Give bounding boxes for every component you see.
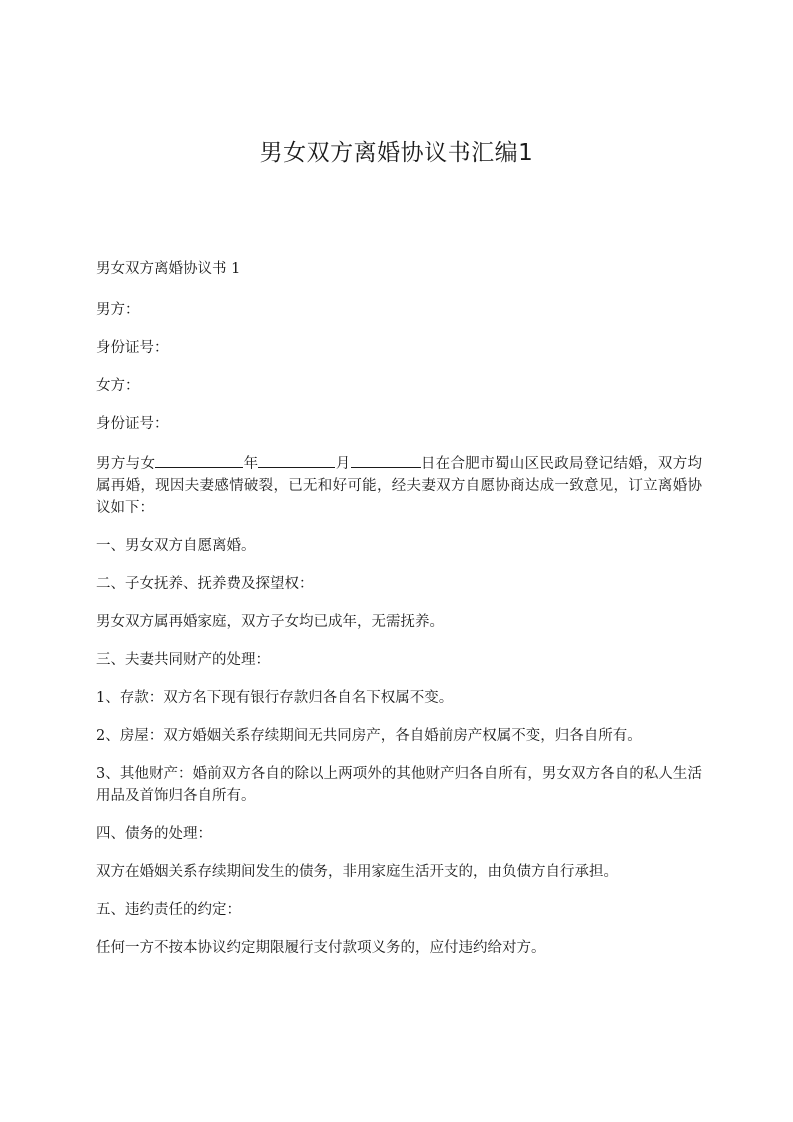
month-label: 月 <box>335 456 351 472</box>
clause-4-text: 双方在婚姻关系存续期间发生的债务，非用家庭生活开支的，由负债方自行承担。 <box>96 864 618 880</box>
document-title: 男女双方离婚协议书汇编1 <box>259 140 534 166</box>
clause-1: 一、男女双方自愿离婚。 <box>96 538 256 554</box>
blank-line-2 <box>258 451 335 468</box>
clause-5-heading: 五、违约责任的约定： <box>96 902 241 918</box>
document-body <box>96 258 702 975</box>
female-id-field: 身份证号： <box>96 416 169 432</box>
male-id-field: 身份证号： <box>96 340 169 356</box>
clause-2-heading: 二、子女抚养、抚养费及探望权： <box>96 576 314 592</box>
agreement-subtitle: 男女双方离婚协议书 1 <box>96 261 241 277</box>
female-party-field: 女方： <box>96 378 140 394</box>
marriage-statement <box>96 451 702 519</box>
blank-line-1 <box>155 451 243 468</box>
clause-3-item-3: 3、其他财产：婚前双方各自的除以上两项外的其他财产归各自所有，男女双方各自的私人生活用品及首饰归各自所有。 <box>96 766 702 804</box>
year-label: 年 <box>243 456 259 472</box>
clause-3-item-1: 1、存款：双方名下现有银行存款归各自名下权属不变。 <box>96 690 454 706</box>
marriage-statement-prefix: 男方与女 <box>96 456 156 472</box>
clause-3-item-2: 2、房屋：双方婚姻关系存续期间无共同房产，各自婚前房产权属不变，归各自所有。 <box>96 728 642 744</box>
marriage-statement-suffix: 日在合肥市蜀山区民政局登记结婚，双方均属再婚，现因夫妻感情破裂，已无和好可能，经夫妻双方自愿协商达成一致意见，订立离婚协议如下： <box>96 456 703 516</box>
blank-line-3 <box>351 451 421 468</box>
clause-2-text: 男女双方属再婚家庭，双方子女均已成年，无需抚养。 <box>96 614 444 630</box>
male-party-field: 男方： <box>96 302 140 318</box>
clause-4-heading: 四、债务的处理： <box>96 826 212 842</box>
clause-5-text: 任何一方不按本协议约定期限履行支付款项义务的，应付违约给对方。 <box>96 940 546 956</box>
clause-3-heading: 三、夫妻共同财产的处理： <box>96 652 270 668</box>
